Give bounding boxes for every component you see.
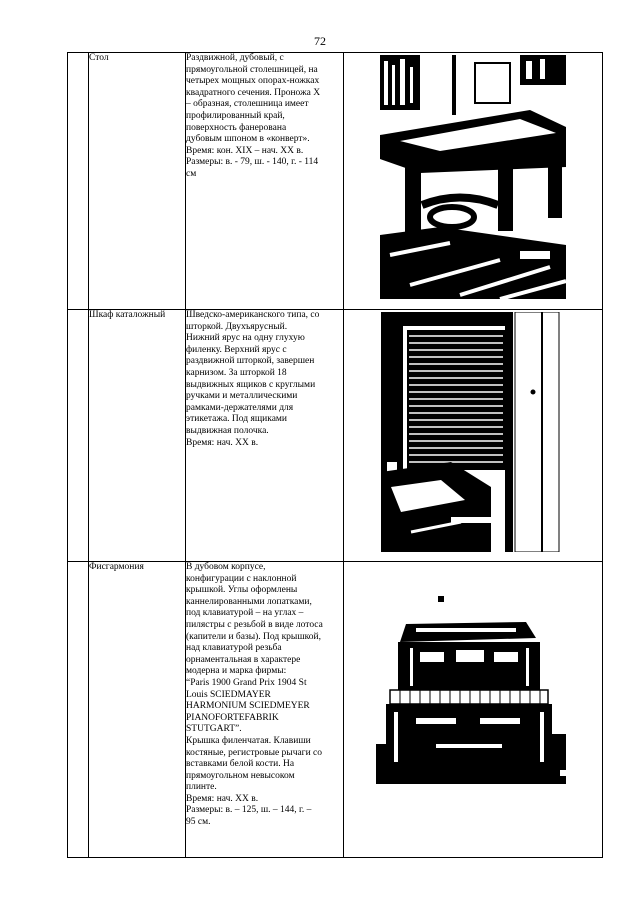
description-line: орнаментальная в характере bbox=[186, 654, 301, 665]
description-line: профилированный край, bbox=[186, 110, 285, 121]
item-description bbox=[186, 562, 344, 858]
description-line: вставками белой кости. На bbox=[186, 759, 295, 770]
item-name: Фисгармония bbox=[89, 562, 186, 858]
catalog-cabinet-photo bbox=[381, 312, 561, 552]
description-line: пилястры с резьбой в виде лотоса bbox=[186, 619, 323, 630]
description-line: Размеры: в. - 79, ш. - 140, г. - 114 bbox=[186, 157, 319, 168]
description-line: 95 см. bbox=[186, 817, 211, 828]
description-line: Размеры: в. – 125, ш. – 144, г. – bbox=[186, 805, 312, 816]
description-line: прямоугольном невысоком bbox=[186, 770, 295, 781]
description-line: каннелированными лопатками, bbox=[186, 596, 312, 607]
description-line: этикетажа. Под ящиками bbox=[186, 414, 288, 425]
description-line: выдвижных ящиков с круглыми bbox=[186, 379, 316, 390]
description-line: квадратного сечения. Проножа Х bbox=[186, 87, 321, 98]
number-cell bbox=[68, 53, 89, 310]
photo-cell bbox=[344, 310, 603, 562]
item-name: Шкаф каталожный bbox=[89, 310, 186, 562]
catalog-table bbox=[67, 52, 603, 858]
description-line: Раздвижной, дубовый, с bbox=[186, 53, 284, 63]
item-description bbox=[186, 310, 344, 562]
description-line: конфигурации с наклонной bbox=[186, 573, 297, 584]
description-line: модерна и марка фирмы: bbox=[186, 666, 287, 677]
description-line: PIANOFORTEFABRIK bbox=[186, 712, 279, 723]
table-row bbox=[68, 562, 603, 858]
description-line: HARMONIUM SCIEDMEYER bbox=[186, 701, 310, 712]
description-line: “Paris 1900 Grand Prix 1904 St bbox=[186, 677, 307, 688]
description-line: рамками-держателями для bbox=[186, 402, 294, 413]
description-line: поверхность фанерована bbox=[186, 122, 287, 133]
description-line: над клавиатурой резьба bbox=[186, 643, 282, 654]
page-number: 72 bbox=[314, 34, 326, 48]
description-line: выдвижная полочка. bbox=[186, 425, 269, 436]
description-line: дубовым шпоном в «конверт». bbox=[186, 134, 310, 145]
description-line: раздвижной шторкой, завершен bbox=[186, 356, 315, 367]
description-line: Шведско-американского типа, со bbox=[186, 310, 320, 320]
description-line: под клавиатурой – на углах – bbox=[186, 608, 304, 619]
description-line: филенку. Верхний ярус с bbox=[186, 344, 287, 355]
description-line: ручками и металлическими bbox=[186, 391, 298, 402]
description-line: Нижний ярус на одну глухую bbox=[186, 333, 305, 344]
item-name: Стол bbox=[89, 53, 186, 310]
description-line: четырех мощных опорах-ножках bbox=[186, 76, 320, 87]
number-cell bbox=[68, 310, 89, 562]
description-line: прямоугольной столешницей, на bbox=[186, 64, 318, 75]
description-line: крышкой. Углы оформлены bbox=[186, 585, 298, 596]
description-line: шторкой. Двухъярусный. bbox=[186, 321, 288, 332]
number-cell bbox=[68, 562, 89, 858]
photo-cell bbox=[344, 53, 603, 310]
photo-cell bbox=[344, 562, 603, 858]
description-line: Время: кон. XIX – нач. ХХ в. bbox=[186, 145, 304, 156]
description-line: Время: нач. ХХ в. bbox=[186, 793, 259, 804]
description-line: плинте. bbox=[186, 782, 217, 793]
description-line: Louis SCIEDMAYER bbox=[186, 689, 271, 700]
description-line: (капители и базы). Под крышкой, bbox=[186, 631, 321, 642]
description-line: см bbox=[186, 168, 197, 179]
description-line: STUTGART”. bbox=[186, 724, 242, 735]
table-row bbox=[68, 310, 603, 562]
description-line: В дубовом корпусе, bbox=[186, 562, 266, 572]
table-row bbox=[68, 53, 603, 310]
harmonium-photo bbox=[376, 594, 566, 784]
description-line: Время: нач. ХХ в. bbox=[186, 437, 259, 448]
description-line: карнизом. За шторкой 18 bbox=[186, 367, 287, 378]
description-line: Крышка филенчатая. Клавиши bbox=[186, 735, 311, 746]
item-description bbox=[186, 53, 344, 310]
description-line: костяные, регистровые рычаги со bbox=[186, 747, 323, 758]
description-line: – образная, столешница имеет bbox=[186, 99, 309, 110]
table-photo bbox=[380, 55, 566, 299]
